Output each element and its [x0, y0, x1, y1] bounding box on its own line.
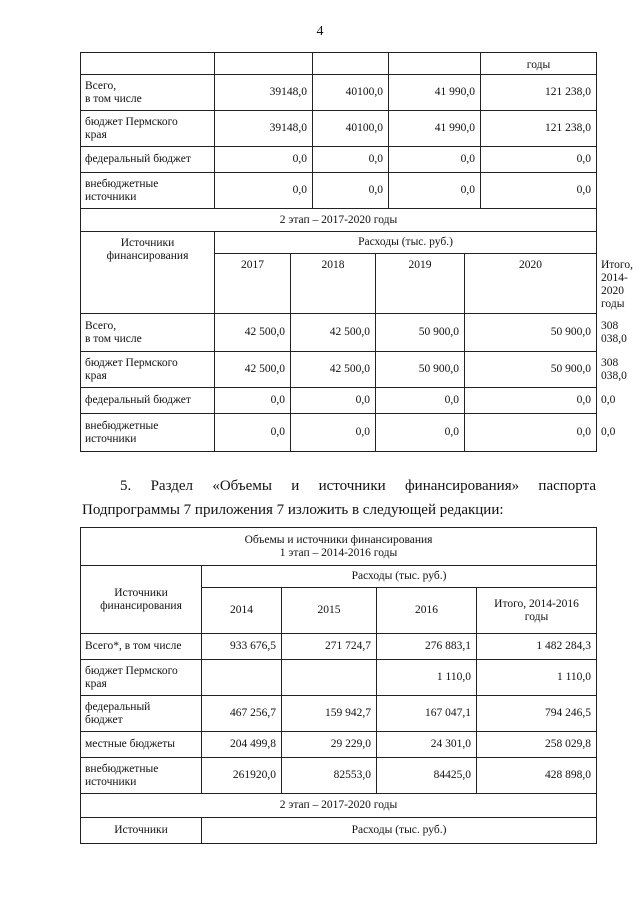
value-cell: 0,0	[215, 173, 313, 209]
year-header: 2017	[215, 254, 291, 314]
value-cell: 0,0	[215, 414, 291, 452]
table-row	[81, 732, 597, 758]
row-label: местные бюджеты	[81, 732, 202, 758]
expenses-header: Расходы (тыс. руб.)	[215, 232, 597, 254]
value-cell: 42 500,0	[215, 352, 291, 388]
empty-cell	[215, 53, 313, 75]
table-row	[81, 634, 597, 660]
value-cell: 40100,0	[313, 75, 389, 111]
funding-table-1	[80, 52, 633, 452]
value-cell: 0,0	[389, 173, 481, 209]
value-cell: 159 942,7	[282, 696, 377, 732]
value-cell: 121 238,0	[481, 75, 597, 111]
empty-cell	[389, 53, 481, 75]
value-cell: 933 676,5	[202, 634, 282, 660]
row-label: Всего, в том числе	[81, 314, 215, 352]
value-cell: 0,0	[481, 147, 597, 173]
paragraph-line-2: Подпрограммы 7 приложения 7 изложить в следующей редакции:	[82, 502, 504, 518]
value-cell: 0,0	[215, 388, 291, 414]
year-header: 2018	[291, 254, 376, 314]
table-row: бюджет Пермского края 42 500,0 42 500,0 50 900,0 50 900,0 308 038,0	[81, 352, 597, 388]
value-cell: 0,0	[291, 388, 376, 414]
value-cell: 1 110,0	[477, 660, 597, 696]
table-row	[81, 794, 597, 818]
table-row	[81, 566, 597, 588]
table-row	[81, 147, 597, 173]
funding-table-2	[80, 527, 597, 844]
value-cell: 0,0	[376, 414, 465, 452]
header-years-cell: годы	[481, 53, 597, 75]
value-cell: 467 256,7	[202, 696, 282, 732]
row-label: Всего, в том числе	[81, 75, 215, 111]
table-row	[81, 232, 597, 254]
table-row	[81, 111, 597, 147]
value-cell: 0,0	[481, 173, 597, 209]
table-row: Всего, в том числе 42 500,0 42 500,0 50 900,0 50 900,0 308 038,0	[81, 314, 597, 352]
value-cell: 50 900,0	[465, 314, 597, 352]
value-cell: 276 883,1	[377, 634, 477, 660]
total-header: Итого, 2014-2016 годы	[477, 588, 597, 634]
expenses-header: Расходы (тыс. руб.)	[202, 818, 597, 844]
value-cell: 0,0	[389, 147, 481, 173]
value-cell: 50 900,0	[376, 352, 465, 388]
value-cell	[202, 660, 282, 696]
value-cell: 0,0	[215, 147, 313, 173]
value-cell: 24 301,0	[377, 732, 477, 758]
value-cell: 0,0	[291, 414, 376, 452]
value-cell: 0,0	[465, 388, 597, 414]
value-cell: 41 990,0	[389, 75, 481, 111]
row-label: внебюджетные источники	[81, 173, 215, 209]
year-header: 2020	[465, 254, 597, 314]
value-cell: 84425,0	[377, 758, 477, 794]
value-cell: 204 499,8	[202, 732, 282, 758]
sources-header: Источники финансирования	[81, 232, 215, 314]
value-cell: 794 246,5	[477, 696, 597, 732]
table-row	[81, 528, 597, 566]
empty-cell	[81, 53, 215, 75]
table-row	[81, 75, 597, 111]
paragraph-line-1: 5. Раздел «Объемы и источники финансирования» паспорта	[120, 478, 596, 494]
empty-cell	[313, 53, 389, 75]
year-header: 2019	[376, 254, 465, 314]
value-cell: 258 029,8	[477, 732, 597, 758]
value-cell: 50 900,0	[376, 314, 465, 352]
row-label: Всего*, в том числе	[81, 634, 202, 660]
value-cell: 40100,0	[313, 111, 389, 147]
row-label: бюджет Пермского края	[81, 352, 215, 388]
year-header: 2014	[202, 588, 282, 634]
value-cell: 428 898,0	[477, 758, 597, 794]
value-cell: 1 482 284,3	[477, 634, 597, 660]
value-cell: 0,0	[313, 147, 389, 173]
value-cell: 29 229,0	[282, 732, 377, 758]
table-row	[81, 173, 597, 209]
value-cell: 39148,0	[215, 111, 313, 147]
value-cell: 50 900,0	[465, 352, 597, 388]
amendment-paragraph	[82, 474, 596, 522]
table-row	[81, 209, 597, 232]
row-label: внебюджетные источники	[81, 758, 202, 794]
value-cell: 42 500,0	[291, 314, 376, 352]
stage2-title: 2 этап – 2017-2020 годы	[81, 209, 597, 232]
value-cell: 41 990,0	[389, 111, 481, 147]
row-label: бюджет Пермского края	[81, 111, 215, 147]
year-header: 2015	[282, 588, 377, 634]
table-row: 2017 2018 2019 2020 Итого, 2014-2020 годы	[81, 254, 597, 314]
value-cell: 0,0	[376, 388, 465, 414]
row-label: федеральный бюджет	[81, 388, 215, 414]
value-cell: 261920,0	[202, 758, 282, 794]
row-label: внебюджетные источники	[81, 414, 215, 452]
value-cell: 42 500,0	[291, 352, 376, 388]
page-number: 4	[316, 24, 324, 39]
value-cell: 82553,0	[282, 758, 377, 794]
value-cell: 271 724,7	[282, 634, 377, 660]
value-cell: 167 047,1	[377, 696, 477, 732]
row-label: федеральный бюджет	[81, 147, 215, 173]
value-cell: 42 500,0	[215, 314, 291, 352]
table-row	[81, 660, 597, 696]
value-cell: 121 238,0	[481, 111, 597, 147]
sources-header: Источники	[81, 818, 202, 844]
value-cell	[282, 660, 377, 696]
row-label: федеральный бюджет	[81, 696, 202, 732]
table-row	[81, 53, 597, 75]
value-cell: 1 110,0	[377, 660, 477, 696]
sources-header: Источники финансирования	[81, 566, 202, 634]
value-cell: 0,0	[313, 173, 389, 209]
table-row	[81, 758, 597, 794]
year-header: 2016	[377, 588, 477, 634]
table-row	[81, 696, 597, 732]
table-title: Объемы и источники финансирования 1 этап – 2014-2016 годы	[81, 528, 597, 566]
table-row: федеральный бюджет 0,0 0,0 0,0 0,0 0,0	[81, 388, 597, 414]
stage2-title: 2 этап – 2017-2020 годы	[81, 794, 597, 818]
table-row: внебюджетные источники 0,0 0,0 0,0 0,0 0,0	[81, 414, 597, 452]
expenses-header: Расходы (тыс. руб.)	[202, 566, 597, 588]
value-cell: 0,0	[465, 414, 597, 452]
value-cell: 39148,0	[215, 75, 313, 111]
table-row	[81, 818, 597, 844]
row-label: бюджет Пермского края	[81, 660, 202, 696]
